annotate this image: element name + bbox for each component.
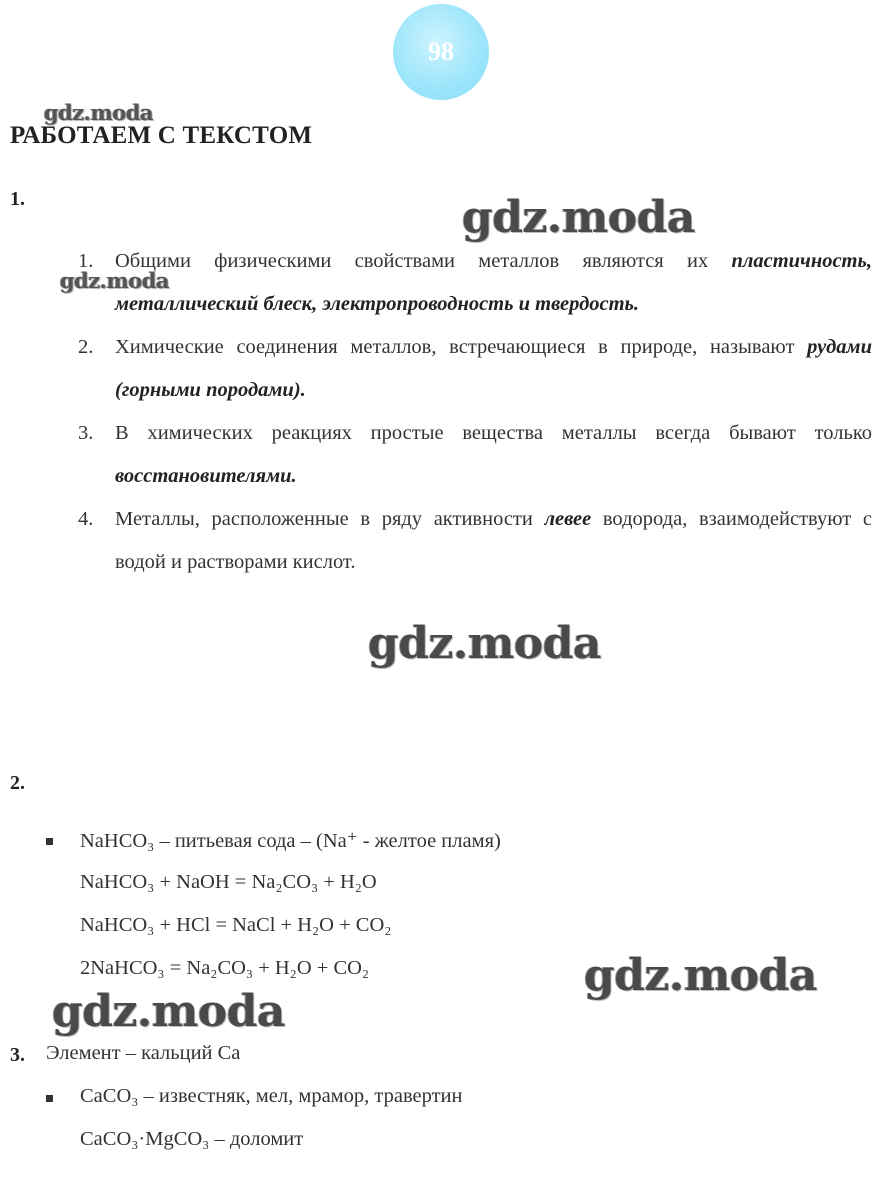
- list-item-emphasis: рудами (горными породами).: [115, 336, 872, 401]
- watermark: gdz.moda: [52, 986, 286, 1037]
- list-item: [78, 326, 872, 412]
- bullet-icon: [46, 838, 53, 845]
- answer-list: [78, 240, 872, 584]
- formula-line: CaCO₃·MgCO₃ – доломит: [80, 1128, 304, 1150]
- watermark: gdz.moda: [60, 268, 170, 293]
- list-item-number: 2.: [78, 336, 94, 358]
- page-number: 98: [428, 37, 454, 66]
- formula-line: NaHCO₃ + NaOH = Na₂CO₃ + H₂O: [80, 871, 377, 893]
- bullet-icon: [46, 1095, 53, 1102]
- section-3-number: 3.: [10, 1044, 25, 1066]
- formula-line: 2NaHCO₃ = Na₂CO₃ + H₂O + CO₂: [80, 957, 370, 979]
- watermark: gdz.moda: [462, 192, 696, 243]
- list-item-text: Общими физическими свойствами металлов являются их: [115, 250, 732, 272]
- section-1-number: 1.: [10, 188, 25, 210]
- list-item-number: 4.: [78, 508, 94, 530]
- list-item-number: 1.: [78, 250, 94, 272]
- list-item: [78, 498, 872, 584]
- formula-line: NaHCO₃ – питьевая сода – (Na⁺ - желтое пламя): [80, 830, 501, 852]
- list-item-text: Металлы, расположенные в ряду активности: [115, 508, 545, 530]
- list-item-text: В химических реакциях простые вещества металлы всегда бывают только: [115, 422, 872, 444]
- list-item-number: 3.: [78, 422, 94, 444]
- watermark: gdz.moda: [368, 618, 602, 669]
- list-item-emphasis: пластичность, металлический блеск, электропроводность и твердость.: [115, 250, 872, 315]
- formula-line: NaHCO₃ + HCl = NaCl + H₂O + CO₂: [80, 914, 392, 936]
- list-item-text-after: водорода, взаимодействуют с водой и растворами кислот.: [115, 508, 872, 573]
- list-item-text: Химические соединения металлов, встречающиеся в природе, называют: [115, 336, 808, 358]
- watermark: gdz.moda: [44, 100, 154, 125]
- list-item: [78, 240, 872, 326]
- formula-line: CaCO₃ – известняк, мел, мрамор, травертин: [80, 1085, 463, 1107]
- list-item: [78, 412, 872, 498]
- section-3-title: Элемент – кальций Ca: [46, 1042, 241, 1064]
- page-number-badge: [393, 4, 489, 100]
- list-item-emphasis: восстановителями.: [115, 465, 297, 487]
- list-item-emphasis: левее: [544, 508, 592, 530]
- section-heading: РАБОТАЕМ С ТЕКСТОМ: [10, 122, 313, 149]
- watermark: gdz.moda: [584, 950, 818, 1001]
- section-2-number: 2.: [10, 772, 25, 794]
